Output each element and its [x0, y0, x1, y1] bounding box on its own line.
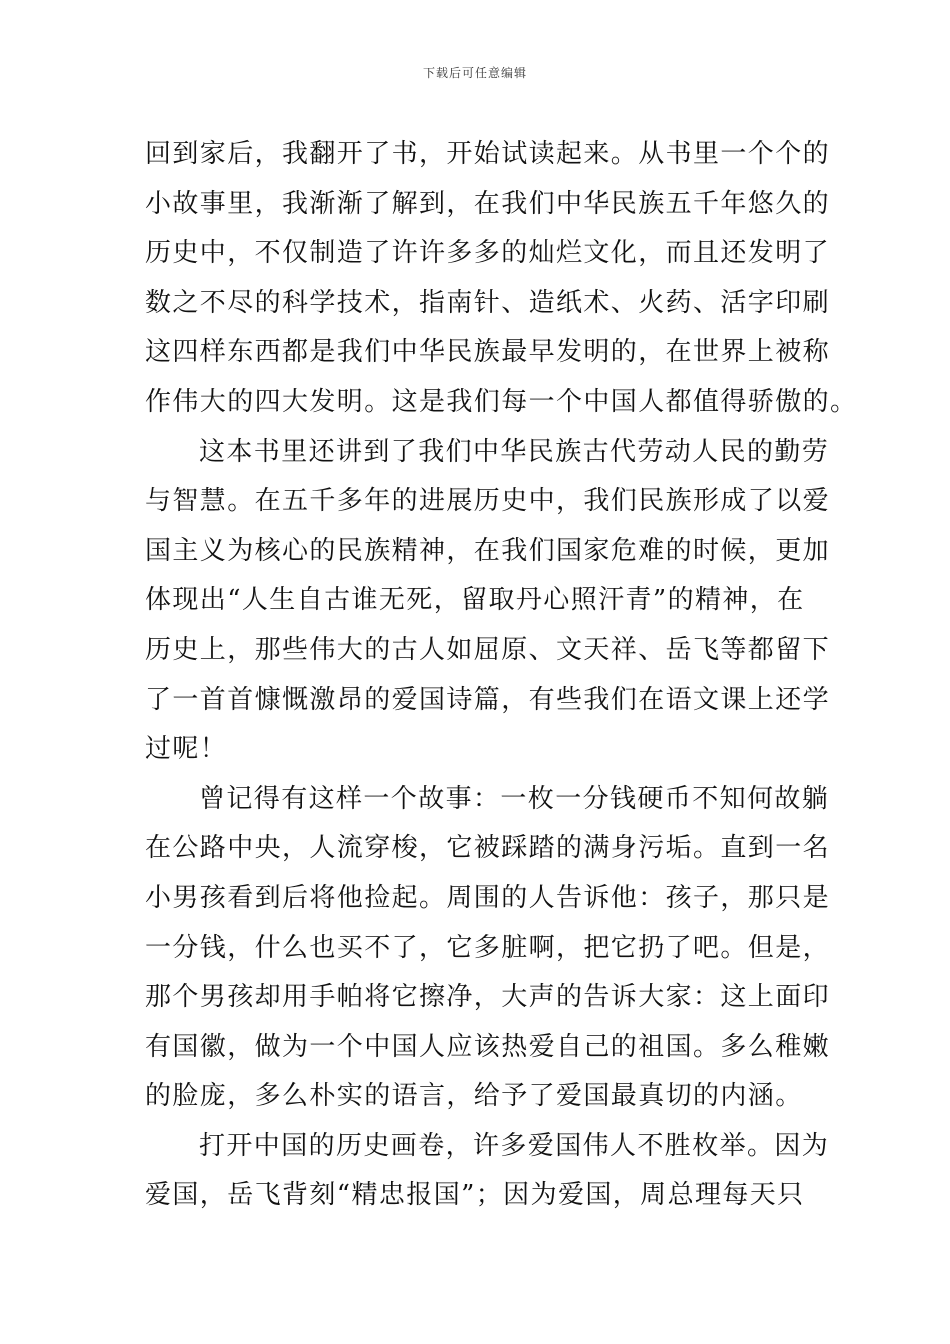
text-line: 作伟大的四大发明。这是我们每一个中国人都值得骄傲的。 — [145, 386, 858, 417]
text-line: 历史上，那些伟大的古人如屈原、文天祥、岳飞等都留下 — [145, 634, 831, 665]
text-line: 了一首首慷慨激昂的爱国诗篇，有些我们在语文课上还学 — [145, 684, 831, 715]
text-line: 与智慧。在五千多年的进展历史中，我们民族形成了以爱 — [145, 486, 831, 517]
text-line: 那个男孩却用手帕将它擦净，大声的告诉大家：这上面印 — [145, 982, 831, 1013]
text-line: 过呢！ — [145, 734, 228, 765]
text-line: 在公路中央，人流穿梭，它被踩踏的满身污垢。直到一名 — [145, 833, 831, 864]
text-line: 这本书里还讲到了我们中华民族古代劳动人民的勤劳 — [199, 436, 830, 467]
text-line: 这四样东西都是我们中华民族最早发明的，在世界上被称 — [145, 337, 831, 368]
text-line: 历史中，不仅制造了许许多多的灿烂文化，而且还发明了 — [145, 238, 831, 269]
text-line: 曾记得有这样一个故事：一枚一分钱硬币不知何故躺 — [199, 783, 830, 814]
text-line: 爱国，岳飞背刻“精忠报国”；因为爱国，周总理每天只 — [145, 1180, 805, 1211]
document-body — [145, 130, 858, 1221]
text-line: 回到家后，我翻开了书，开始试读起来。从书里一个个的 — [145, 139, 831, 169]
text-line: 打开中国的历史画卷，许多爱国伟人不胜枚举。因为 — [199, 1130, 830, 1161]
text-line: 数之不尽的科学技术，指南针、造纸术、火药、活字印刷 — [145, 287, 831, 318]
text-line: 一分钱，什么也买不了，它多脏啊，把它扔了吧。但是， — [145, 932, 831, 963]
text-line: 有国徽，做为一个中国人应该热爱自己的祖国。多么稚嫩 — [145, 1031, 831, 1062]
text-line: 小故事里，我渐渐了解到，在我们中华民族五千年悠久的 — [145, 188, 831, 219]
text-line: 小男孩看到后将他捡起。周围的人告诉他：孩子，那只是 — [145, 882, 831, 913]
text-line: 国主义为核心的民族精神，在我们国家危难的时候，更加 — [145, 535, 831, 566]
page-header: 下载后可任意编辑 — [422, 66, 527, 80]
text-line: 体现出“人生自古谁无死，留取丹心照汗青”的精神，在 — [145, 585, 805, 616]
text-line: 的脸庞，多么朴实的语言，给予了爱国最真切的内涵。 — [145, 1081, 803, 1112]
